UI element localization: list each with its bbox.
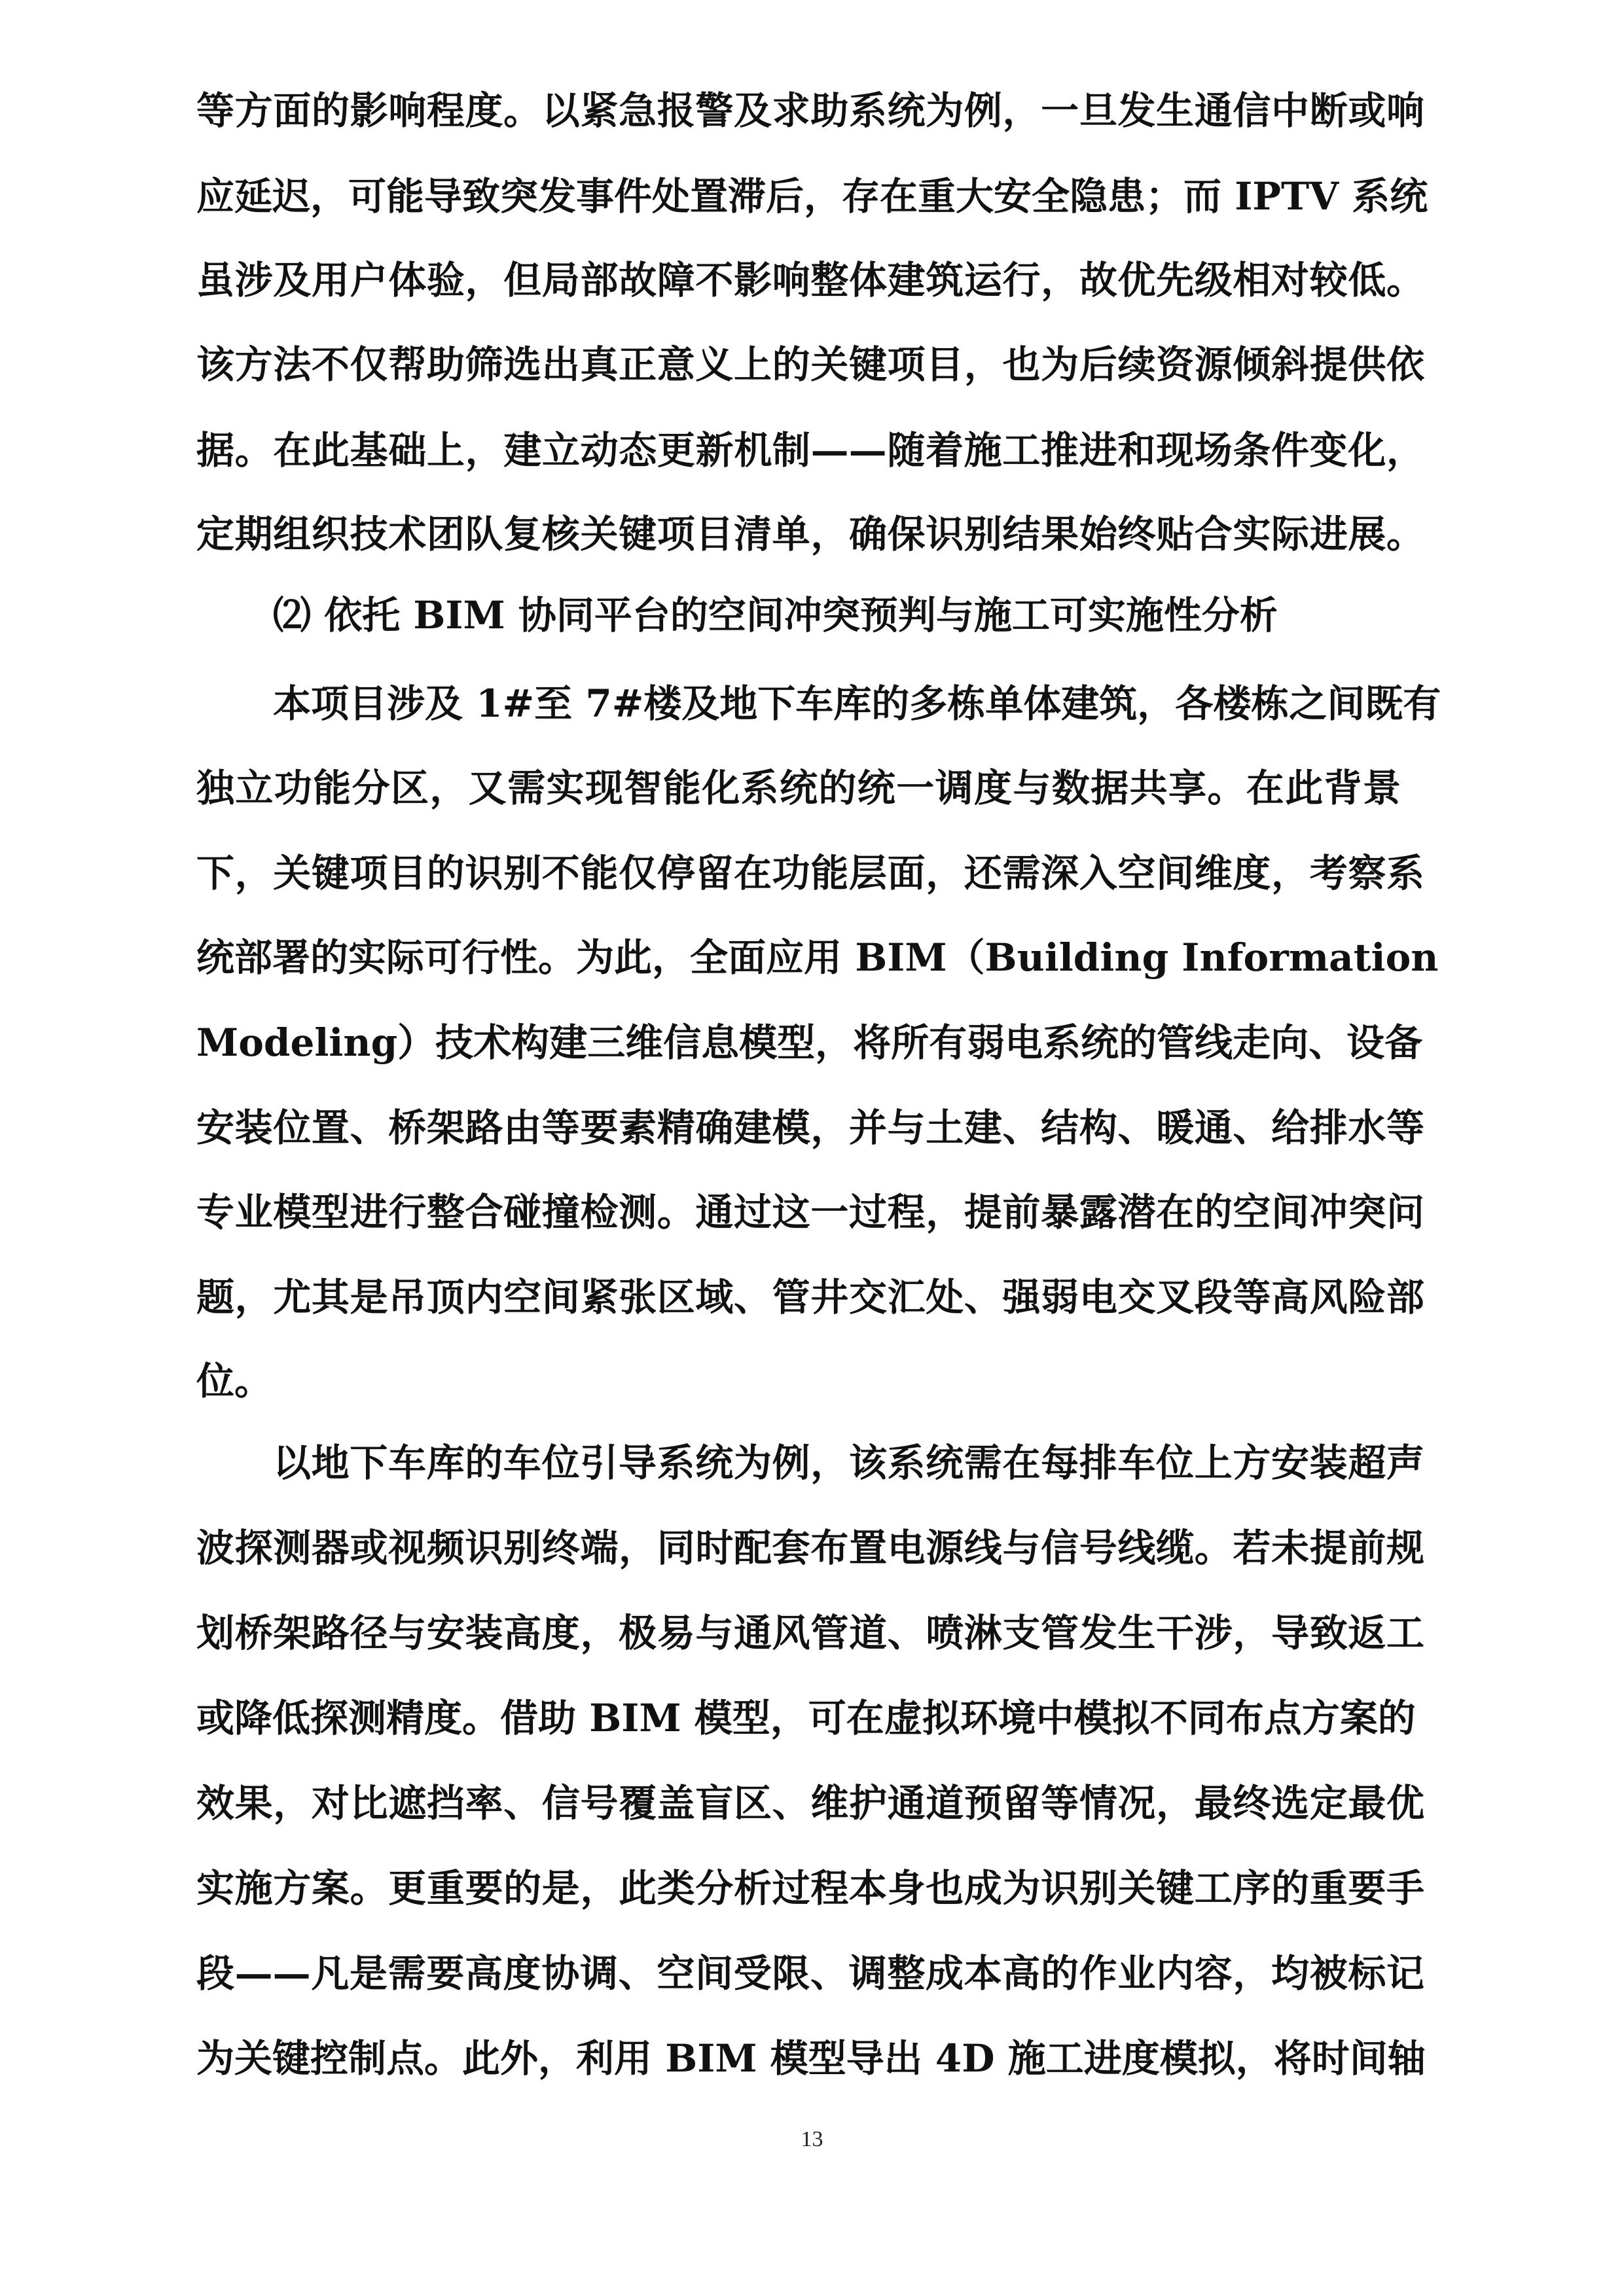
page-number: 13 [801,2127,823,2151]
text-line: 统部署的实际可行性。为此，全面应用 BIM（Building Information [196,935,1439,980]
text-line: 段——凡是需要高度协调、空间受限、调整成本高的作业内容，均被标记 [196,1951,1424,1996]
text-line: 定期组织技术团队复核关键项目清单，确保识别结果始终贴合实际进展。 [196,512,1424,556]
text-line: 据。在此基础上，建立动态更新机制——随着施工推进和现场条件变化， [196,428,1424,473]
text-line: 波探测器或视频识别终端，同时配套布置电源线与信号线缆。若未提前规 [196,1526,1424,1570]
text-line: 题，尤其是吊顶内空间紧张区域、管井交汇处、强弱电交叉段等高风险部 [196,1275,1424,1319]
text-line: 效果，对比遮挡率、信号覆盖盲区、维护通道预留等情况，最终选定最优 [196,1781,1424,1825]
text-line: 安装位置、桥架路由等要素精确建模，并与土建、结构、暖通、给排水等 [196,1105,1424,1150]
text-line: 等方面的影响程度。以紧急报警及求助系统为例，一旦发生通信中断或响 [196,88,1424,133]
text-line: 应延迟，可能导致突发事件处置滞后，存在重大安全隐患；而 IPTV 系统 [196,174,1428,219]
text-line: 专业模型进行整合碰撞检测。通过这一过程，提前暴露潜在的空间冲突问 [196,1190,1424,1234]
text-line: 独立功能分区，又需实现智能化系统的统一调度与数据共享。在此背景 [196,766,1401,810]
text-line: 位。 [196,1359,273,1403]
text-line: 为关键控制点。此外，利用 BIM 模型导出 4D 施工进度模拟，将时间轴 [196,2036,1426,2081]
section-heading: ⑵ 依托 BIM 协同平台的空间冲突预判与施工可实施性分析 [273,593,1278,637]
text-line: 划桥架路径与安装高度，极易与通风管道、喷淋支管发生干涉，导致返工 [196,1611,1424,1655]
text-line: 下，关键项目的识别不能仅停留在功能层面，还需深入空间维度，考察系 [196,851,1424,895]
text-line: 虽涉及用户体验，但局部故障不影响整体建筑运行，故优先级相对较低。 [196,258,1424,302]
text-line: 以地下车库的车位引导系统为例，该系统需在每排车位上方安装超声 [273,1441,1424,1485]
text-line: 该方法不仅帮助筛选出真正意义上的关键项目，也为后续资源倾斜提供依 [196,342,1424,387]
text-line: 实施方案。更重要的是，此类分析过程本身也成为识别关键工序的重要手 [196,1866,1424,1910]
text-line: 或降低探测精度。借助 BIM 模型，可在虚拟环境中模拟不同布点方案的 [196,1696,1416,1740]
text-line: Modeling）技术构建三维信息模型，将所有弱电系统的管线走向、设备 [196,1020,1423,1065]
text-line: 本项目涉及 1#至 7#楼及地下车库的多栋单体建筑，各楼栋之间既有 [273,681,1441,726]
